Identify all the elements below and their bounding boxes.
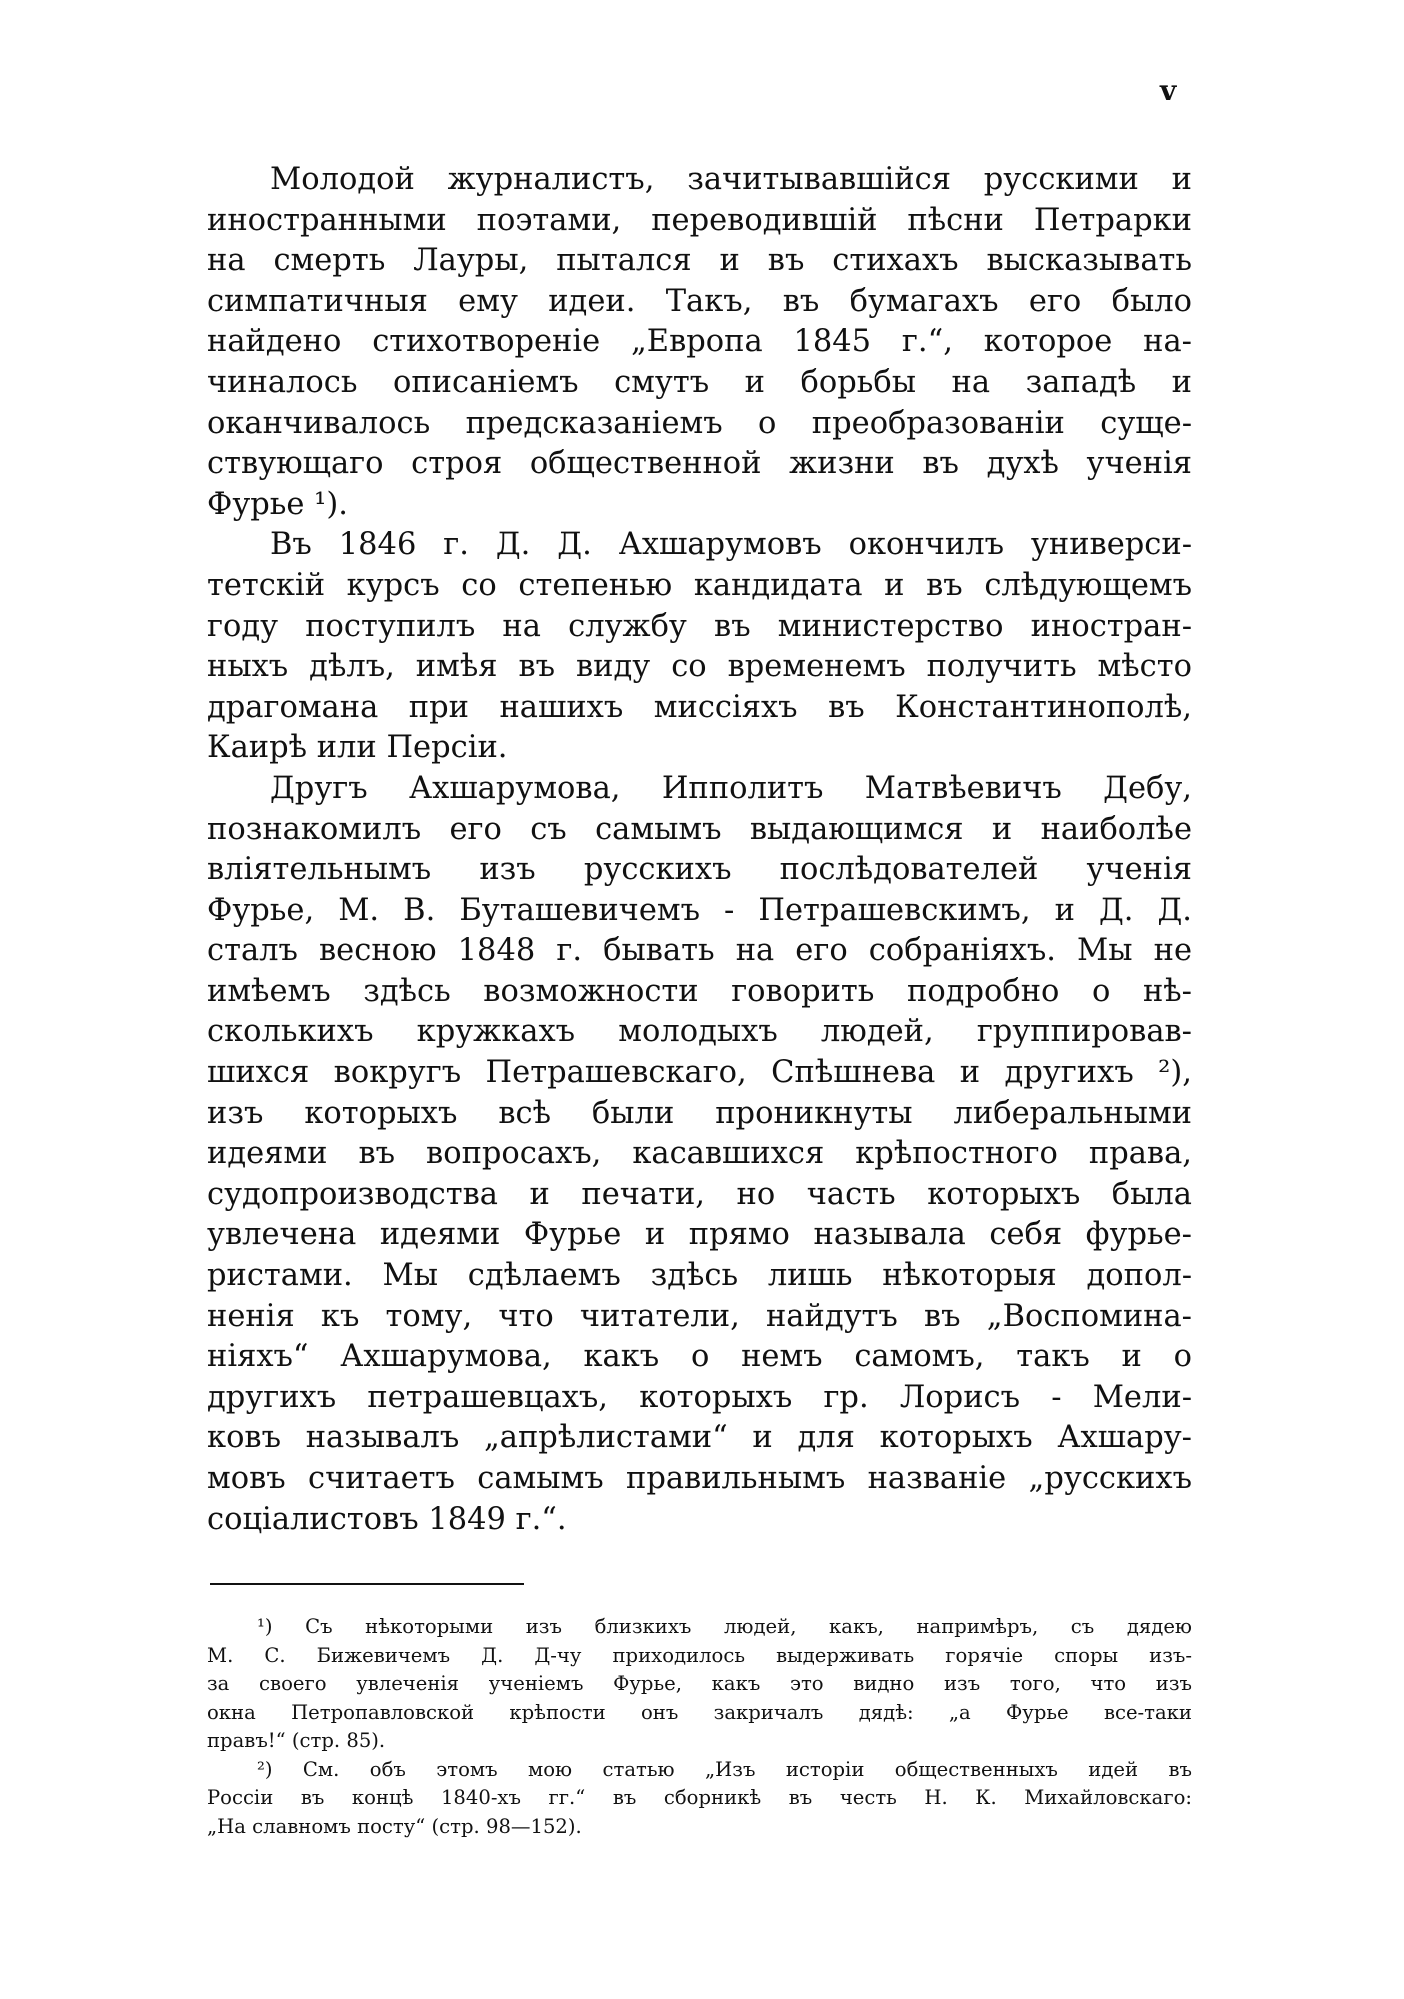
footnote-line: М. С. Бижевичемъ Д. Д-чу приходилось выдерживать горячіе споры изъ- [207, 1643, 1192, 1667]
text-line: оканчивалось предсказаніемъ о преобразованіи суще- [207, 405, 1192, 441]
text-line: симпатичныя ему идеи. Такъ, въ бумагахъ его было [207, 283, 1192, 319]
footnote-line: „На славномъ посту“ (стр. 98—152). [207, 1814, 582, 1838]
footnote-line: Россіи въ концѣ 1840-хъ гг.“ въ сборникѣ въ честь Н. К. Михайловскаго: [207, 1786, 1192, 1809]
text-line: на смерть Лауры, пытался и въ стихахъ высказывать [207, 243, 1192, 279]
text-line: ныхъ дѣлъ, имѣя въ виду со временемъ получить мѣсто [207, 649, 1192, 685]
text-line: идеями въ вопросахъ, касавшихся крѣпостного права, [207, 1136, 1192, 1172]
text-line: иностранными поэтами, переводившій пѣсни Петрарки [207, 202, 1192, 238]
page-number: v [1160, 74, 1177, 107]
text-line: ковъ называлъ „апрѣлистами“ и для которыхъ Ахшару- [207, 1420, 1192, 1456]
text-line: имѣемъ здѣсь возможности говорить подробно о нѣ- [207, 973, 1192, 1009]
text-line: шихся вокругъ Петрашевскаго, Спѣшнева и другихъ ²), [207, 1055, 1192, 1091]
text-line: Молодой журналистъ, зачитывавшійся русскими и [270, 162, 1192, 197]
text-line: Каирѣ или Персіи. [207, 730, 508, 766]
footnote-divider [210, 1583, 524, 1585]
footnotes [207, 1613, 1192, 1841]
text-line: Другъ Ахшарумова, Ипполитъ Матвѣевичъ Дебу, [270, 770, 1192, 806]
text-line: мовъ считаетъ самымъ правильнымъ названіе „русскихъ [207, 1461, 1192, 1496]
text-line: драгомана при нашихъ миссіяхъ въ Константинополѣ, [207, 689, 1192, 725]
footnote-line: ¹) Съ нѣкоторыми изъ близкихъ людей, какъ, напримѣръ, съ дядею [257, 1615, 1192, 1638]
text-line: познакомилъ его съ самымъ выдающимся и наиболѣе [207, 811, 1192, 847]
text-line: увлечена идеями Фурье и прямо называла себя фурье- [207, 1217, 1192, 1253]
text-line: другихъ петрашевцахъ, которыхъ гр. Лорисъ - Мели- [207, 1379, 1192, 1415]
paragraph-1 [207, 160, 1192, 525]
text-line: сталъ весною 1848 г. бывать на его собраніяхъ. Мы не [207, 933, 1192, 969]
text-line: Фурье, М. В. Буташевичемъ - Петрашевскимъ, и Д. Д. [207, 892, 1192, 928]
text-line: соціалистовъ 1849 г.“. [207, 1501, 567, 1537]
footnote-line: за своего увлеченія ученіемъ Фурье, какъ это видно изъ того, что изъ [207, 1672, 1192, 1695]
text-line: чиналось описаніемъ смутъ и борьбы на западѣ и [207, 364, 1192, 400]
footnote-2 [207, 1756, 1192, 1842]
footnote-line: правъ!“ (стр. 85). [207, 1729, 386, 1752]
text-line: ристами. Мы сдѣлаемъ здѣсь лишь нѣкоторыя допол- [207, 1258, 1192, 1294]
text-line: ненія къ тому, что читатели, найдутъ въ „Воспомина- [207, 1298, 1192, 1334]
paragraph-3 [207, 769, 1192, 1540]
footnote-line: окна Петропавловской крѣпости онъ закричалъ дядѣ: „а Фурье все-таки [207, 1700, 1192, 1724]
text-line: Фурье ¹). [207, 486, 348, 522]
text-line: вліятельнымъ изъ русскихъ послѣдователей ученія [207, 852, 1192, 888]
main-text [207, 160, 1192, 1540]
text-line: найдено стихотвореніе „Европа 1845 г.“, которое на- [207, 324, 1192, 360]
text-line: изъ которыхъ всѣ были проникнуты либеральными [207, 1095, 1192, 1131]
text-line: Въ 1846 г. Д. Д. Ахшарумовъ окончилъ универси- [270, 527, 1192, 563]
text-line: ствующаго строя общественной жизни въ духѣ ученія [207, 446, 1192, 482]
footnote-1 [207, 1613, 1192, 1756]
footnote-line: ²) См. объ этомъ мою статью „Изъ исторіи общественныхъ идей въ [257, 1757, 1192, 1781]
text-line: сколькихъ кружкахъ молодыхъ людей, группировав- [207, 1014, 1192, 1050]
text-line: тетскій курсъ со степенью кандидата и въ слѣдующемъ [207, 567, 1192, 603]
text-line: ніяхъ“ Ахшарумова, какъ о немъ самомъ, такъ и о [207, 1339, 1192, 1375]
paragraph-2 [207, 525, 1192, 769]
text-line: судопроизводства и печати, но часть которыхъ была [207, 1176, 1192, 1212]
text-line: году поступилъ на службу въ министерство иностран- [207, 608, 1192, 644]
